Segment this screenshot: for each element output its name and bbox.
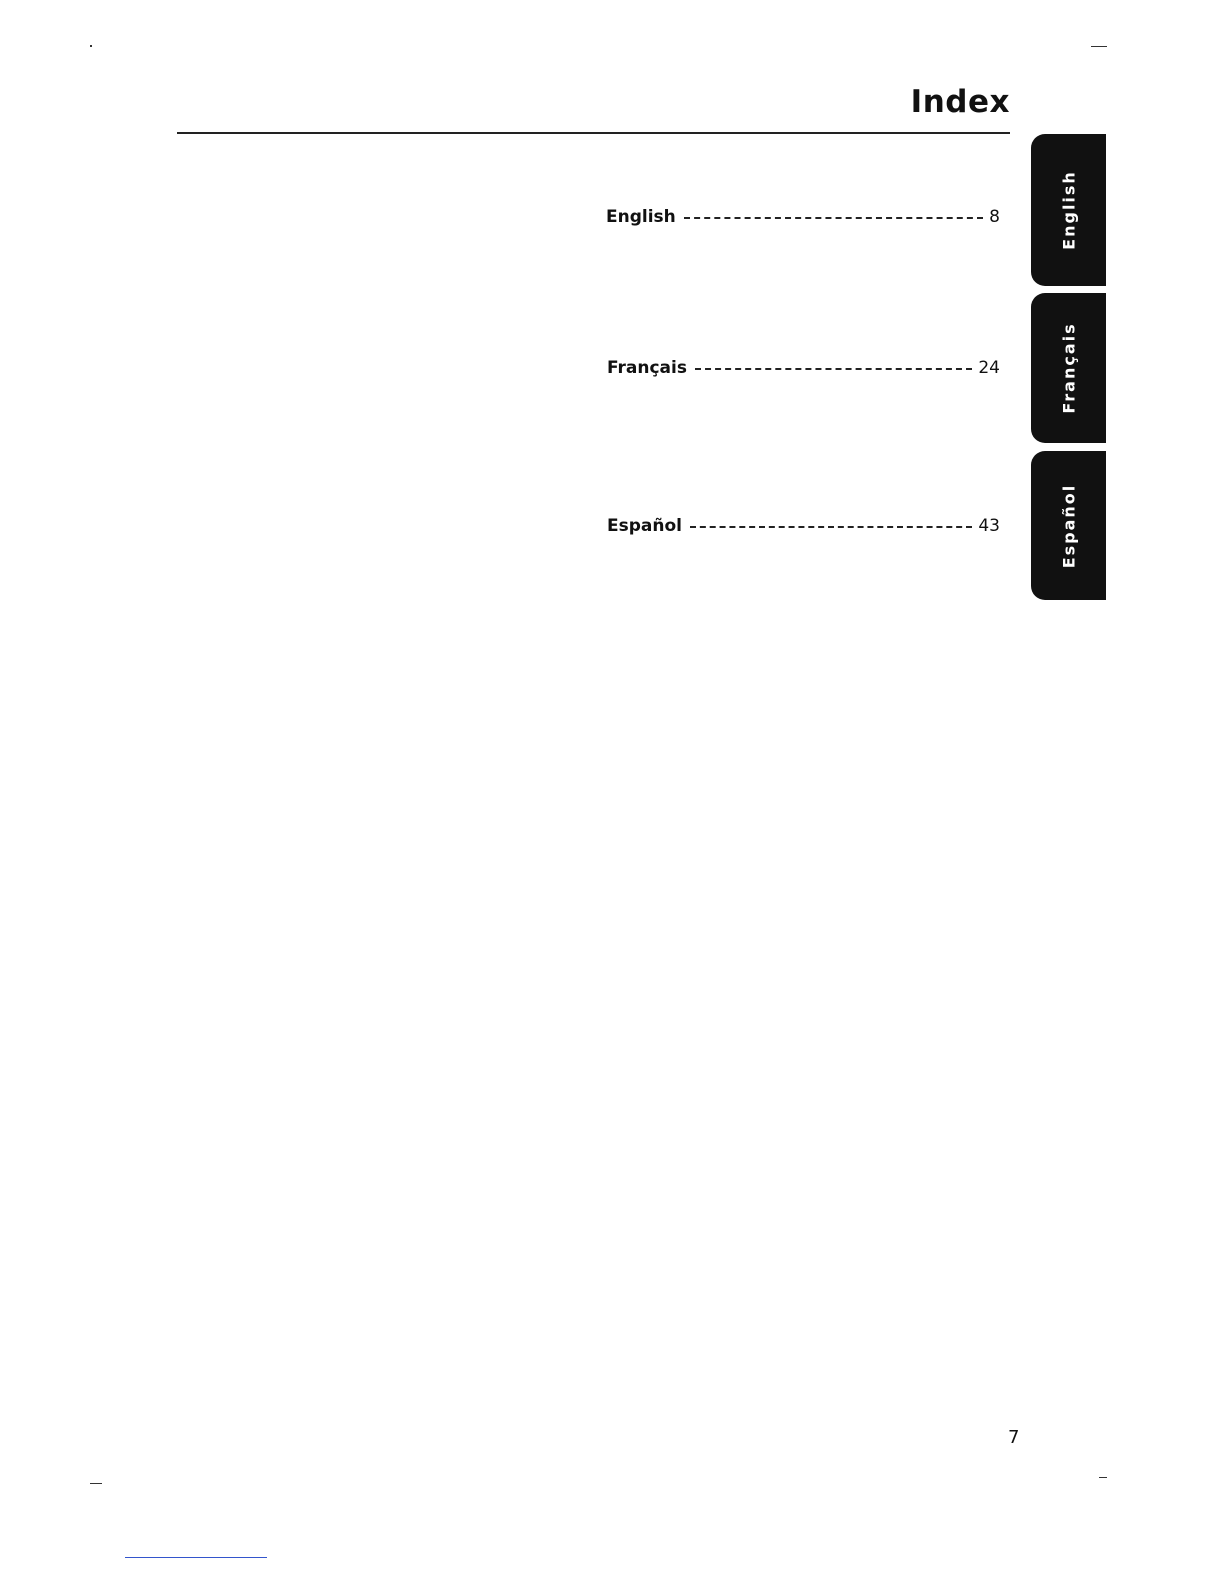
toc-dot-leader — [695, 368, 972, 370]
toc-entry-espanol[interactable] — [607, 514, 1000, 538]
tab-english[interactable] — [1031, 134, 1106, 286]
tab-espanol[interactable] — [1031, 451, 1106, 600]
title-divider — [177, 132, 1010, 134]
toc-entry-label: English — [606, 207, 676, 227]
crop-mark-top-left — [90, 45, 92, 47]
toc-dot-leader — [684, 217, 983, 219]
toc-entry-francais[interactable] — [607, 356, 1000, 380]
crop-mark-top-right — [1091, 46, 1107, 47]
toc-entry-english[interactable] — [606, 205, 1000, 229]
tab-francais-label: Français — [1059, 322, 1078, 414]
page-title: Index — [910, 84, 1010, 120]
tab-espanol-label: Español — [1059, 483, 1078, 568]
toc-entry-page: 24 — [978, 358, 1000, 378]
page-number: 7 — [1008, 1427, 1020, 1448]
toc-entry-label: Español — [607, 516, 682, 536]
toc-dot-leader — [690, 526, 972, 528]
crop-mark-bottom-right — [1099, 1477, 1107, 1478]
tab-english-label: English — [1059, 170, 1078, 250]
toc-entry-label: Français — [607, 358, 687, 378]
toc-entry-page: 8 — [989, 207, 1000, 227]
crop-mark-bottom-left — [90, 1483, 102, 1484]
scan-artifact-line — [125, 1557, 267, 1558]
toc-entry-page: 43 — [978, 516, 1000, 536]
tab-francais[interactable] — [1031, 293, 1106, 443]
